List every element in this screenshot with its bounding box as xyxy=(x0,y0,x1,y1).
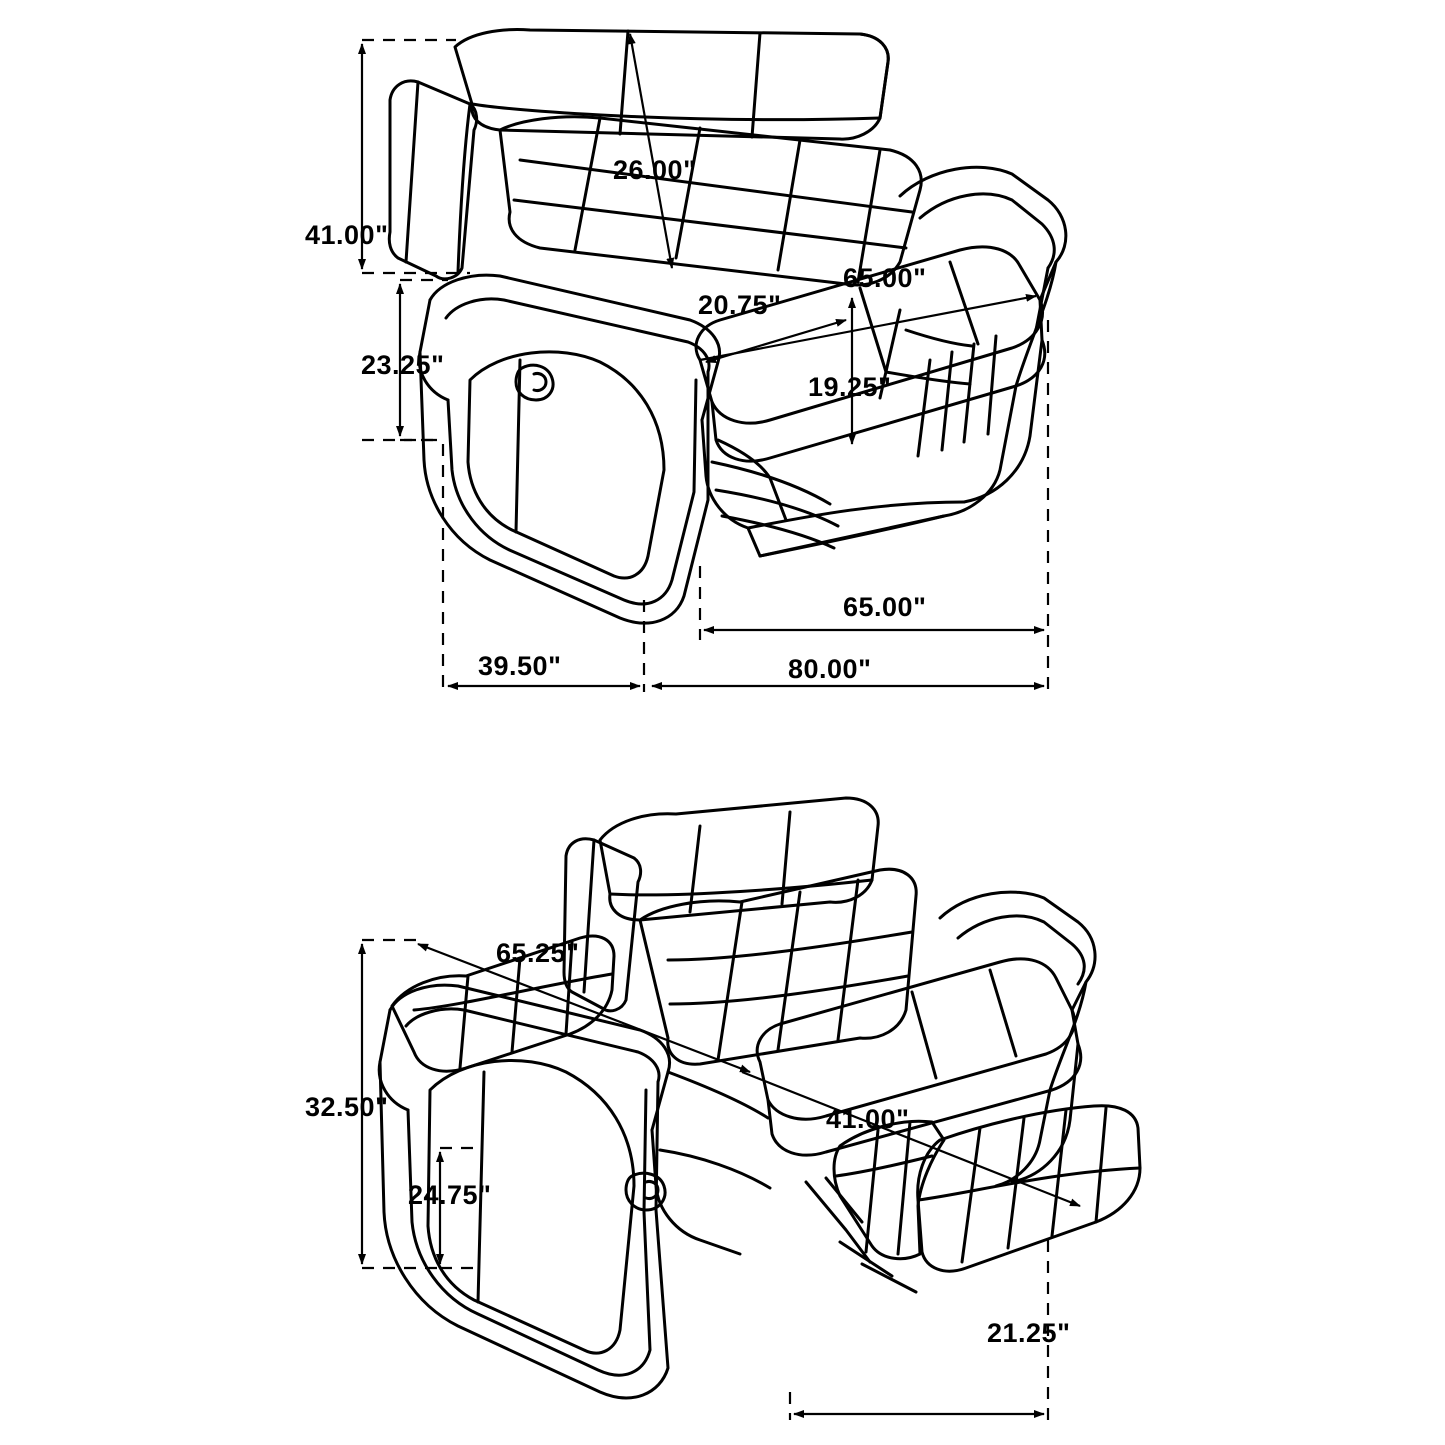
dimension-label-sofa-height: 41.00" xyxy=(305,220,389,250)
dimension-label-loveseat-reclined-depth: 41.00" xyxy=(826,1104,910,1134)
loveseat-reclined-illustration xyxy=(379,798,1140,1398)
dimension-label-sofa-width: 80.00" xyxy=(788,654,872,684)
dimension-label-loveseat-height: 32.50" xyxy=(305,1092,389,1122)
dimension-label-loveseat-footrest-height: 21.25" xyxy=(987,1318,1071,1348)
dimension-label-sofa-back-height: 26.00" xyxy=(613,155,697,185)
dimension-label-loveseat-arm-height: 24.75" xyxy=(408,1180,492,1210)
dimension-label-sofa-seat-width: 65.00" xyxy=(843,263,927,293)
dimension-label-loveseat-reclined-length: 65.25" xyxy=(496,938,580,968)
dimension-label-sofa-inner-width: 65.00" xyxy=(843,592,927,622)
sofa-upright-illustration xyxy=(389,30,1066,624)
dimension-label-sofa-arm-height: 23.25" xyxy=(361,350,445,380)
dimension-label-sofa-seat-depth: 20.75" xyxy=(698,290,782,320)
dimension-label-sofa-depth: 39.50" xyxy=(478,651,562,681)
dimension-label-sofa-seat-height: 19.25" xyxy=(808,372,892,402)
sofa-dimension-lines xyxy=(362,34,1048,692)
